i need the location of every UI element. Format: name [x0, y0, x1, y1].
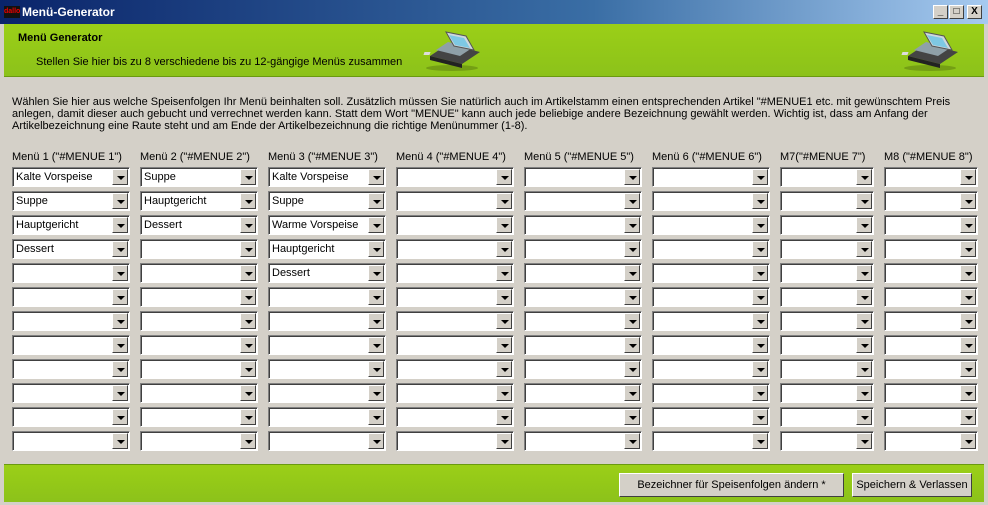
course-select-m7-9[interactable] [780, 359, 874, 379]
chevron-down-icon[interactable] [856, 193, 872, 209]
chevron-down-icon[interactable] [240, 361, 256, 377]
course-select-m3-3[interactable] [268, 215, 386, 235]
chevron-down-icon[interactable] [368, 409, 384, 425]
app-icon: dallo [4, 6, 20, 18]
chevron-down-icon[interactable] [240, 169, 256, 185]
chevron-down-icon[interactable] [240, 433, 256, 449]
course-select-m2-2[interactable] [140, 191, 258, 211]
chevron-down-icon[interactable] [496, 241, 512, 257]
chevron-down-icon[interactable] [112, 289, 128, 305]
chevron-down-icon[interactable] [752, 337, 768, 353]
footer-bar [4, 464, 984, 502]
course-select-m2-11[interactable] [140, 407, 258, 427]
chevron-down-icon[interactable] [112, 241, 128, 257]
chevron-down-icon[interactable] [624, 385, 640, 401]
course-select-m6-7[interactable] [652, 311, 770, 331]
course-select-m8-2[interactable] [884, 191, 978, 211]
chevron-down-icon[interactable] [240, 217, 256, 233]
course-select-m6-3[interactable] [652, 215, 770, 235]
course-select-m3-6[interactable] [268, 287, 386, 307]
chevron-down-icon[interactable] [960, 289, 976, 305]
chevron-down-icon[interactable] [368, 337, 384, 353]
chevron-down-icon[interactable] [752, 409, 768, 425]
course-select-m6-12[interactable] [652, 431, 770, 451]
course-select-m6-9[interactable] [652, 359, 770, 379]
course-select-m1-6[interactable] [12, 287, 130, 307]
chevron-down-icon[interactable] [240, 241, 256, 257]
course-select-m3-12[interactable] [268, 431, 386, 451]
title-bar[interactable] [0, 0, 988, 24]
course-select-m5-7[interactable] [524, 311, 642, 331]
chevron-down-icon[interactable] [752, 361, 768, 377]
header-title: Menü Generator [18, 32, 103, 44]
chevron-down-icon[interactable] [496, 313, 512, 329]
course-select-m4-8[interactable] [396, 335, 514, 355]
chevron-down-icon[interactable] [112, 409, 128, 425]
chevron-down-icon[interactable] [752, 193, 768, 209]
column-header-menu-1: Menü 1 ("#MENUE 1") [12, 151, 122, 163]
chevron-down-icon[interactable] [112, 337, 128, 353]
course-select-m8-6[interactable] [884, 287, 978, 307]
cash-register-icon [422, 26, 484, 72]
course-select-m2-1[interactable] [140, 167, 258, 187]
course-select-m3-4[interactable] [268, 239, 386, 259]
course-select-m4-3[interactable] [396, 215, 514, 235]
chevron-down-icon[interactable] [368, 217, 384, 233]
chevron-down-icon[interactable] [624, 313, 640, 329]
course-select-m7-3[interactable] [780, 215, 874, 235]
course-select-m1-5[interactable] [12, 263, 130, 283]
chevron-down-icon[interactable] [368, 313, 384, 329]
course-select-m4-11[interactable] [396, 407, 514, 427]
course-select-m6-2[interactable] [652, 191, 770, 211]
column-header-menu-8: M8 ("#MENUE 8") [884, 151, 973, 163]
minimize-button[interactable]: _ [933, 5, 948, 19]
chevron-down-icon[interactable] [240, 385, 256, 401]
course-select-m3-11[interactable] [268, 407, 386, 427]
course-select-value: Warme Vorspeise [272, 219, 359, 231]
course-select-m5-6[interactable] [524, 287, 642, 307]
course-select-m4-10[interactable] [396, 383, 514, 403]
course-select-m3-9[interactable] [268, 359, 386, 379]
course-select-m6-8[interactable] [652, 335, 770, 355]
chevron-down-icon[interactable] [624, 265, 640, 281]
chevron-down-icon[interactable] [856, 217, 872, 233]
window-frame-left [0, 24, 4, 505]
chevron-down-icon[interactable] [368, 289, 384, 305]
course-select-value: Suppe [16, 195, 48, 207]
course-select-m7-1[interactable] [780, 167, 874, 187]
chevron-down-icon[interactable] [752, 433, 768, 449]
course-select-m7-5[interactable] [780, 263, 874, 283]
chevron-down-icon[interactable] [496, 289, 512, 305]
chevron-down-icon[interactable] [752, 289, 768, 305]
course-select-value: Suppe [144, 171, 176, 183]
course-select-m7-8[interactable] [780, 335, 874, 355]
chevron-down-icon[interactable] [496, 265, 512, 281]
course-select-m8-1[interactable] [884, 167, 978, 187]
course-select-m3-8[interactable] [268, 335, 386, 355]
chevron-down-icon[interactable] [960, 313, 976, 329]
chevron-down-icon[interactable] [368, 193, 384, 209]
course-select-m1-9[interactable] [12, 359, 130, 379]
close-button[interactable]: X [967, 5, 982, 19]
course-select-m3-2[interactable] [268, 191, 386, 211]
course-select-value: Suppe [272, 195, 304, 207]
course-select-m6-5[interactable] [652, 263, 770, 283]
course-select-m2-10[interactable] [140, 383, 258, 403]
course-select-m2-12[interactable] [140, 431, 258, 451]
course-select-m7-6[interactable] [780, 287, 874, 307]
chevron-down-icon[interactable] [368, 265, 384, 281]
course-select-m6-4[interactable] [652, 239, 770, 259]
maximize-button[interactable]: □ [949, 5, 964, 19]
course-select-m5-2[interactable] [524, 191, 642, 211]
chevron-down-icon[interactable] [752, 169, 768, 185]
course-select-m5-8[interactable] [524, 335, 642, 355]
course-select-m5-4[interactable] [524, 239, 642, 259]
rename-courses-button[interactable]: Bezeichner für Speisenfolgen ändern * [619, 473, 844, 497]
chevron-down-icon[interactable] [112, 313, 128, 329]
course-select-m5-9[interactable] [524, 359, 642, 379]
chevron-down-icon[interactable] [960, 385, 976, 401]
course-select-m1-12[interactable] [12, 431, 130, 451]
course-select-m8-3[interactable] [884, 215, 978, 235]
chevron-down-icon[interactable] [240, 265, 256, 281]
chevron-down-icon[interactable] [856, 409, 872, 425]
column-header-menu-5: Menü 5 ("#MENUE 5") [524, 151, 634, 163]
chevron-down-icon[interactable] [240, 409, 256, 425]
course-select-m8-8[interactable] [884, 335, 978, 355]
course-select-m1-10[interactable] [12, 383, 130, 403]
chevron-down-icon[interactable] [960, 433, 976, 449]
course-select-m5-3[interactable] [524, 215, 642, 235]
chevron-down-icon[interactable] [624, 289, 640, 305]
chevron-down-icon[interactable] [112, 169, 128, 185]
course-select-m1-8[interactable] [12, 335, 130, 355]
column-header-menu-4: Menü 4 ("#MENUE 4") [396, 151, 506, 163]
course-select-m4-9[interactable] [396, 359, 514, 379]
chevron-down-icon[interactable] [856, 241, 872, 257]
instructions-text: Wählen Sie hier aus welche Speisenfolgen Ihr Menü beinhalten soll. Zusätzlich müssen Sie natürlich auch im Artikelstamm einen entsprechenden Artikel "#MENUE1 etc. mit gewünschtem Preis anlegen, damit dieser auch gebucht und verrechnet werden kann. Statt dem Wort "MENUE" kann auch jede beliebige andere Bezeichnung gewählt werden. Wichtig ist, dass am Anfang der Artikelbezeichnung eine Raute steht und am Ende der Artikelbezeichnung die richtige Menünummer (1-8). [12, 96, 951, 132]
course-select-m1-1[interactable] [12, 167, 130, 187]
course-select-m3-10[interactable] [268, 383, 386, 403]
course-select-m2-5[interactable] [140, 263, 258, 283]
course-select-value: Hauptgericht [16, 219, 79, 231]
course-select-value: Dessert [16, 243, 54, 255]
column-header-menu-3: Menü 3 ("#MENUE 3") [268, 151, 378, 163]
chevron-down-icon[interactable] [496, 217, 512, 233]
course-select-m7-7[interactable] [780, 311, 874, 331]
course-select-m2-3[interactable] [140, 215, 258, 235]
chevron-down-icon[interactable] [496, 409, 512, 425]
chevron-down-icon[interactable] [624, 217, 640, 233]
course-select-m4-4[interactable] [396, 239, 514, 259]
course-select-m5-12[interactable] [524, 431, 642, 451]
course-select-m2-9[interactable] [140, 359, 258, 379]
chevron-down-icon[interactable] [368, 361, 384, 377]
course-select-m7-11[interactable] [780, 407, 874, 427]
course-select-value: Dessert [272, 267, 310, 279]
course-select-m1-3[interactable] [12, 215, 130, 235]
chevron-down-icon[interactable] [496, 385, 512, 401]
chevron-down-icon[interactable] [496, 433, 512, 449]
course-select-m2-8[interactable] [140, 335, 258, 355]
course-select-m4-5[interactable] [396, 263, 514, 283]
course-select-value: Kalte Vorspeise [272, 171, 349, 183]
chevron-down-icon[interactable] [752, 265, 768, 281]
course-select-m8-9[interactable] [884, 359, 978, 379]
chevron-down-icon[interactable] [752, 241, 768, 257]
chevron-down-icon[interactable] [960, 241, 976, 257]
course-select-m8-12[interactable] [884, 431, 978, 451]
chevron-down-icon[interactable] [368, 385, 384, 401]
window-frame-right [984, 24, 988, 505]
course-select-m4-1[interactable] [396, 167, 514, 187]
chevron-down-icon[interactable] [960, 217, 976, 233]
chevron-down-icon[interactable] [960, 169, 976, 185]
chevron-down-icon[interactable] [368, 241, 384, 257]
chevron-down-icon[interactable] [624, 361, 640, 377]
chevron-down-icon[interactable] [624, 169, 640, 185]
course-select-m6-10[interactable] [652, 383, 770, 403]
course-select-m1-11[interactable] [12, 407, 130, 427]
chevron-down-icon[interactable] [368, 169, 384, 185]
chevron-down-icon[interactable] [960, 409, 976, 425]
cash-register-icon [900, 26, 962, 72]
course-select-m5-11[interactable] [524, 407, 642, 427]
chevron-down-icon[interactable] [112, 265, 128, 281]
chevron-down-icon[interactable] [856, 433, 872, 449]
course-select-value: Hauptgericht [272, 243, 335, 255]
course-select-m8-11[interactable] [884, 407, 978, 427]
chevron-down-icon[interactable] [240, 289, 256, 305]
course-select-m5-10[interactable] [524, 383, 642, 403]
course-select-m4-7[interactable] [396, 311, 514, 331]
course-select-m5-1[interactable] [524, 167, 642, 187]
course-select-m1-7[interactable] [12, 311, 130, 331]
chevron-down-icon[interactable] [960, 265, 976, 281]
chevron-down-icon[interactable] [752, 385, 768, 401]
course-select-m7-12[interactable] [780, 431, 874, 451]
chevron-down-icon[interactable] [960, 193, 976, 209]
chevron-down-icon[interactable] [624, 337, 640, 353]
chevron-down-icon[interactable] [496, 337, 512, 353]
chevron-down-icon[interactable] [856, 289, 872, 305]
course-select-m7-10[interactable] [780, 383, 874, 403]
course-select-m8-5[interactable] [884, 263, 978, 283]
chevron-down-icon[interactable] [624, 193, 640, 209]
chevron-down-icon[interactable] [856, 169, 872, 185]
course-select-m8-10[interactable] [884, 383, 978, 403]
chevron-down-icon[interactable] [496, 361, 512, 377]
course-select-m5-5[interactable] [524, 263, 642, 283]
course-select-m6-6[interactable] [652, 287, 770, 307]
course-select-m4-12[interactable] [396, 431, 514, 451]
course-select-m7-2[interactable] [780, 191, 874, 211]
header-subtitle: Stellen Sie hier bis zu 8 verschiedene bis zu 12-gängige Menüs zusammen [36, 56, 403, 68]
chevron-down-icon[interactable] [856, 313, 872, 329]
course-select-m6-11[interactable] [652, 407, 770, 427]
header-banner [4, 24, 984, 77]
course-select-m8-7[interactable] [884, 311, 978, 331]
chevron-down-icon[interactable] [240, 337, 256, 353]
course-select-m3-1[interactable] [268, 167, 386, 187]
save-exit-button[interactable]: Speichern & Verlassen [852, 473, 972, 497]
chevron-down-icon[interactable] [240, 313, 256, 329]
course-select-value: Hauptgericht [144, 195, 207, 207]
course-select-m1-4[interactable] [12, 239, 130, 259]
column-header-menu-7: M7("#MENUE 7") [780, 151, 866, 163]
chevron-down-icon[interactable] [496, 193, 512, 209]
chevron-down-icon[interactable] [960, 361, 976, 377]
course-select-m6-1[interactable] [652, 167, 770, 187]
chevron-down-icon[interactable] [624, 241, 640, 257]
chevron-down-icon[interactable] [752, 217, 768, 233]
course-select-m4-2[interactable] [396, 191, 514, 211]
chevron-down-icon[interactable] [960, 337, 976, 353]
course-select-m1-2[interactable] [12, 191, 130, 211]
course-select-m2-6[interactable] [140, 287, 258, 307]
course-select-value: Kalte Vorspeise [16, 171, 93, 183]
window-title: Menü-Generator [22, 5, 115, 19]
chevron-down-icon[interactable] [624, 409, 640, 425]
course-select-m3-5[interactable] [268, 263, 386, 283]
chevron-down-icon[interactable] [856, 337, 872, 353]
course-select-m3-7[interactable] [268, 311, 386, 331]
chevron-down-icon[interactable] [856, 265, 872, 281]
column-header-menu-2: Menü 2 ("#MENUE 2") [140, 151, 250, 163]
chevron-down-icon[interactable] [112, 193, 128, 209]
chevron-down-icon[interactable] [856, 385, 872, 401]
chevron-down-icon[interactable] [752, 313, 768, 329]
chevron-down-icon[interactable] [112, 433, 128, 449]
column-header-menu-6: Menü 6 ("#MENUE 6") [652, 151, 762, 163]
chevron-down-icon[interactable] [496, 169, 512, 185]
course-select-m2-7[interactable] [140, 311, 258, 331]
course-select-m8-4[interactable] [884, 239, 978, 259]
course-select-m2-4[interactable] [140, 239, 258, 259]
course-select-m4-6[interactable] [396, 287, 514, 307]
course-select-m7-4[interactable] [780, 239, 874, 259]
chevron-down-icon[interactable] [112, 217, 128, 233]
chevron-down-icon[interactable] [368, 433, 384, 449]
chevron-down-icon[interactable] [856, 361, 872, 377]
chevron-down-icon[interactable] [112, 361, 128, 377]
chevron-down-icon[interactable] [624, 433, 640, 449]
chevron-down-icon[interactable] [112, 385, 128, 401]
course-select-value: Dessert [144, 219, 182, 231]
chevron-down-icon[interactable] [240, 193, 256, 209]
